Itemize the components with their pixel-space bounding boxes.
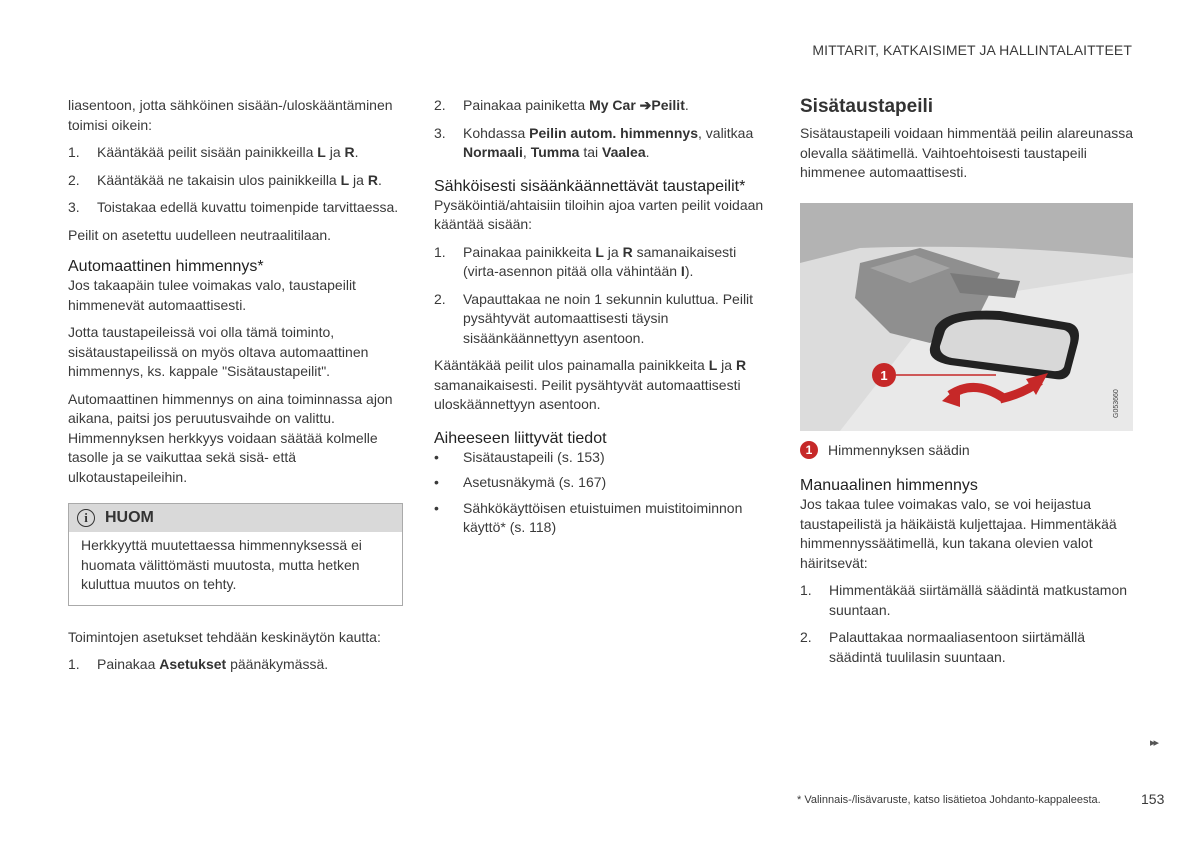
related-link[interactable]: • Asetusnäkymä (s. 167): [434, 473, 770, 493]
running-header: MITTARIT, KATKAISIMET JA HALLINTALAITTEET: [812, 42, 1132, 58]
manual-steps-list: [800, 581, 1136, 667]
callout-badge: 1: [800, 441, 818, 459]
arrow-right-icon: ➔: [639, 97, 652, 113]
callout-label: Himmennyksen säädin: [828, 441, 970, 458]
settings-steps-list: [68, 655, 403, 675]
paragraph: Sisätaustapeili voidaan himmentää peilin alareunassa olevalla säätimellä. Vaihtoehtoisesti taustapeili himmenee automaattisesti.: [800, 125, 1134, 180]
fold-steps-list: [68, 143, 403, 218]
note-text: Herkkyyttä muutettaessa himmennyksessä ei huomata välittömästi muutosta, mutta hetken kuluttua muutos on tehty.: [81, 537, 362, 592]
callout-legend: [800, 441, 1136, 461]
note-title: HUOM: [105, 509, 154, 527]
list-item: 2. Kääntäkää ne takaisin ulos painikkeilla L ja R.: [68, 171, 382, 188]
mirror-illustration: [800, 203, 1133, 431]
related-link[interactable]: • Sisätaustapeili (s. 153): [434, 448, 770, 468]
mirror-illustration-svg: [800, 203, 1133, 431]
note-box: [68, 503, 403, 606]
column-right: [800, 96, 1136, 675]
paragraph: Peilit on asetettu uudelleen neutraalitilaan.: [68, 226, 332, 243]
list-item: 1. Kääntäkää peilit sisään painikkeilla L ja R.: [68, 144, 359, 160]
settings-steps-continued: [434, 96, 770, 163]
continue-arrows-icon: ▸▸: [1150, 737, 1158, 749]
bullet-icon: •: [434, 474, 439, 490]
callout-badge-text: 1: [880, 367, 888, 383]
list-item: 2. Vapauttakaa ne noin 1 sekunnin kuluttua. Peilit pysähtyvät automaattisesti täysin sisäänkäännettyyn asentoon.: [434, 290, 754, 346]
related-links-list: [434, 448, 770, 538]
paragraph: Kääntäkää peilit ulos painamalla painikkeita L ja R samanaikaisesti. Peilit pysähtyvät automaattisesti uloskäännettyyn asentoon.: [434, 357, 747, 412]
list-item: 2. Painakaa painiketta My Car ➔Peilit.: [434, 97, 689, 113]
bullet-icon: •: [434, 448, 439, 465]
paragraph: Jos takaa tulee voimakas valo, se voi heijastua taustapeilistä ja häikäistä kuljettajaa. Himmentäkää himmennyssäätimellä, kun takana olevien valot häiritsevät:: [800, 496, 1117, 571]
section-title-interior-mirror: Sisätaustapeili: [800, 96, 934, 117]
list-item: 2. Palauttakaa normaaliasentoon siirtämällä säädintä tuulilasin suuntaan.: [800, 629, 1086, 665]
bullet-icon: •: [434, 499, 439, 516]
page-number: 153: [1141, 791, 1165, 807]
column-middle: [434, 96, 770, 544]
paragraph: Toimintojen asetukset tehdään keskinäytön kautta:: [68, 628, 381, 645]
list-item: 1. Himmentäkää siirtämällä säädintä matkustamon suuntaan.: [800, 582, 1128, 618]
folding-steps-list: [434, 243, 770, 349]
image-code: G053660: [1113, 388, 1120, 418]
info-icon: i: [77, 509, 95, 527]
column-left: [68, 96, 403, 683]
section-heading-auto-dimming: Automaattinen himmennys*: [68, 258, 264, 275]
section-heading-related: Aiheeseen liittyvät tiedot: [434, 429, 607, 447]
list-item: 1. Painakaa Asetukset päänäkymässä.: [68, 656, 329, 672]
paragraph: Jos takaapäin tulee voimakas valo, taustapeilit himmenevät automaattisesti.: [68, 277, 356, 313]
intro-text: liasentoon, jotta sähköinen sisään-/uloskääntäminen toimisi oikein:: [68, 97, 393, 133]
paragraph: Pysäköintiä/ahtaisiin tiloihin ajoa varten peilit voidaan kääntää sisään:: [434, 196, 764, 232]
list-item: 3. Toistakaa edellä kuvattu toimenpide tarvittaessa.: [68, 199, 399, 215]
list-item: 1. Painakaa painikkeita L ja R samanaikaisesti (virta-asennon pitää olla vähintään I).: [434, 243, 737, 279]
related-link[interactable]: • Sähkökäyttöisen etuistuimen muistitoiminnon käyttö* (s. 118): [434, 499, 743, 535]
list-item: 3. Kohdassa Peilin autom. himmennys, valitkaa Normaali, Tumma tai Vaalea.: [434, 124, 754, 160]
paragraph: Jotta taustapeileissä voi olla tämä toiminto, sisätaustapeilissä on myös oltava automaattinen himmennys, ks. kappale "Sisätaustapeilit".: [68, 324, 369, 379]
footnote: * Valinnais-/lisävaruste, katso lisätietoa Johdanto-kappaleesta.: [797, 794, 1101, 806]
paragraph: Automaattinen himmennys on aina toiminnassa ajon aikana, paitsi jos peruutusvaihde on valittu. Himmennyksen herkkyys voidaan säätää kolmelle tasolle ja se vaikuttaa sekä sisä- että ulkotaustapeileihin.: [68, 390, 393, 485]
note-header: [69, 504, 402, 532]
section-heading-manual-dimming: Manuaalinen himmennys: [800, 477, 978, 494]
section-heading-folding-mirrors: Sähköisesti sisäänkäännettävät taustapeilit*: [434, 177, 746, 195]
